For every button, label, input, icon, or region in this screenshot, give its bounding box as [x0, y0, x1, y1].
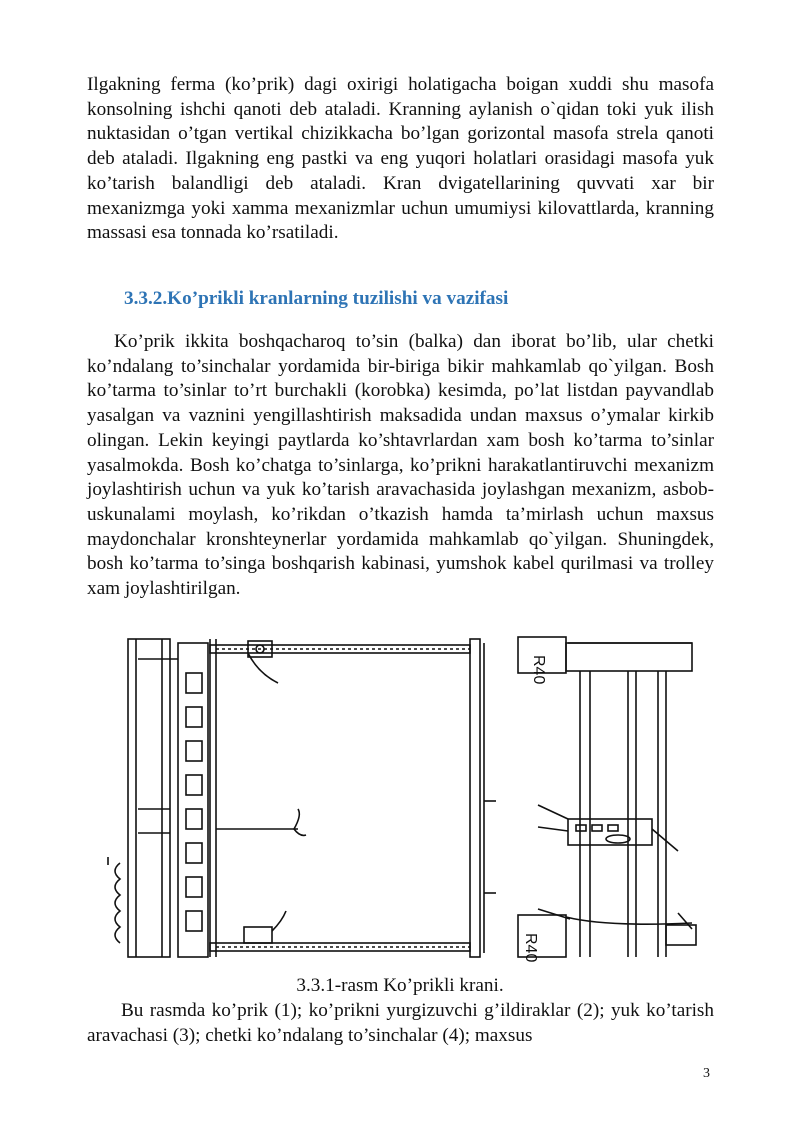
left-end-frame: [128, 639, 170, 957]
svg-text:R40: R40: [522, 933, 539, 963]
body-paragraph-1: Ilgakning ferma (ko’prik) dagi oxirigi holatigacha boigan xuddi shu masofa konsolning ishchi qanoti deb ataladi. Kranning aylanish o`qidan toki yuk ilish nuktasidan o’tgan vertikal chizikkacha bo’lgan gorizontal masofa strela qanoti deb ataladi. Ilgakning eng pastki va eng yuqori holatlari orasidagi masofa yuk ko’tarish balandligi deb ataladi. Kran dvigatellarining quvvati xar bir mexanizmga yoki xamma mexanizmlar uchun umumiysi kilovattlarda, kranning massasi esa tonnada ko’rsatiladi.: [87, 74, 714, 244]
crane-drawing-figure: [98, 633, 708, 973]
page-number: 3: [703, 1066, 710, 1081]
section-heading: 3.3.2.Ko’prikli kranlarning tuzilishi va vazifasi: [124, 288, 509, 309]
body-paragraph-2: Ko’prik ikkita boshqacharoq to’sin (balka) dan iborat bo’lib, ular chetki ko’ndalang to’sinchalar yordamida bir-biriga bikir mahkamlab qo`yilgan. Bosh ko’tarma to’sinlar to’rt burchakli (korobka) kesimda, po’lat listdan payvandlab yasalgan va vaznini yengillashtirish maksadida undan maxsus o’ymalar kirkib olingan. Lekin keyingi paytlarda ko’shtavrlardan xam bosh ko’tarma to’sinlar yasalmokda. Bosh ko’chatga to’sinlarga, ko’prikni harakatlantiruvchi mexanizm joylashtirish uchun va yuk ko’tarish aravachasida joylashgan mexanizm, asbob-uskunalami moylash, ko’rikdan o’tkazish hamda ta’mirlash uchun maxsus maydonchalar kronshteynerlar yordamida mahkamlab qo`yilgan. Shuningdek, bosh ko’tarma to’singa boshqarish kabinasi, yumshok kabel qurilmasi va trolley xam joylashtirilgan.: [87, 331, 714, 600]
crane-technical-drawing: [98, 633, 708, 973]
figure-caption: 3.3.1-rasm Ko’prikli krani.: [296, 975, 504, 996]
body-paragraph-3: Bu rasmda ko’prik (1); ko’prikni yurgizuvchi g’ildiraklar (2); yuk ko’tarish aravachasi (3); chetki ko’ndalang to’sinchalar (4); maxsus: [87, 1000, 714, 1046]
svg-text:R40: R40: [530, 655, 547, 685]
end-carriage-beam: [178, 643, 208, 957]
